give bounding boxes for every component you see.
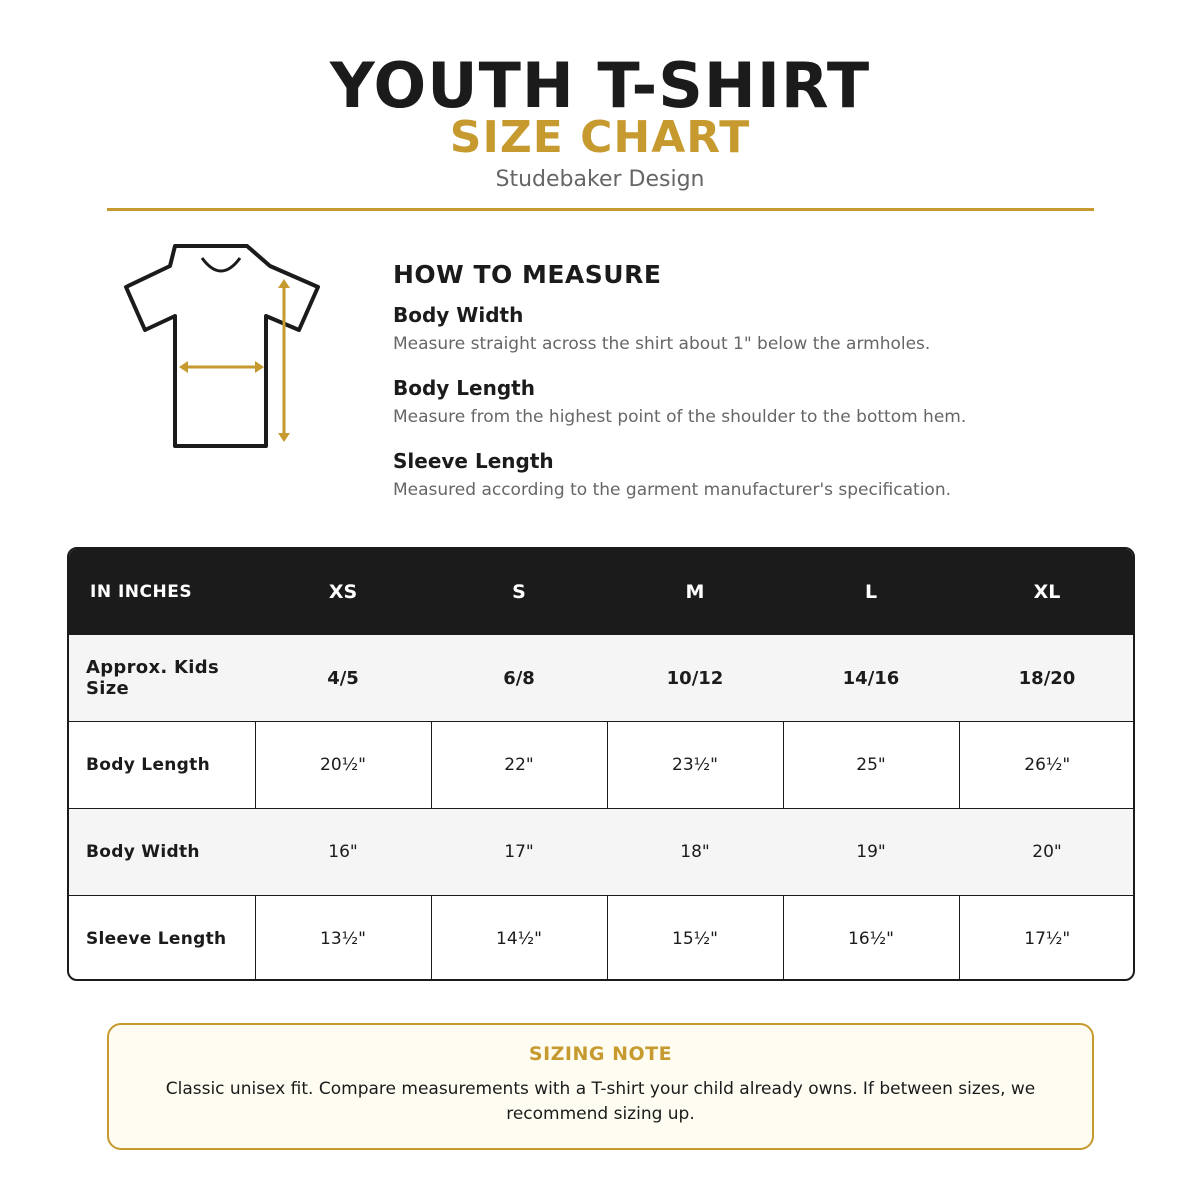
body-width-arrow	[179, 361, 264, 373]
table-cell: 13½"	[255, 896, 431, 982]
tshirt-collar	[202, 258, 240, 271]
table-cell: 10/12	[666, 667, 724, 689]
table-cell: 6/8	[503, 667, 535, 689]
table-row	[69, 722, 1135, 809]
table-cell: 22"	[431, 722, 607, 809]
measure-item-sleeve-length-label: Sleeve Length	[393, 449, 554, 473]
table-cell: 16"	[328, 842, 358, 862]
sizing-note-box	[107, 1023, 1094, 1150]
size-table	[67, 547, 1135, 981]
table-cell: 4/5	[327, 667, 359, 689]
brand-name: Studebaker Design	[495, 167, 705, 192]
table-cell: 14/16	[842, 667, 900, 689]
table-cell: 14½"	[431, 896, 607, 982]
measure-item-body-width-label: Body Width	[393, 303, 524, 327]
table-row	[69, 896, 1135, 982]
header-divider	[107, 208, 1094, 211]
table-header-row	[69, 549, 1135, 635]
row-label: Sleeve Length	[69, 896, 255, 982]
body-length-arrow	[278, 279, 290, 442]
table-row	[69, 809, 1135, 896]
table-row	[69, 635, 1135, 722]
size-header-l: L	[864, 581, 878, 603]
measure-item-body-length-label: Body Length	[393, 376, 535, 400]
size-header-s: S	[512, 581, 526, 603]
sizing-note-text: Classic unisex fit. Compare measurements with a T-shirt your child already owns. If between sizes, we recommend sizing up.	[165, 1079, 1036, 1124]
how-to-measure-heading: HOW TO MEASURE	[393, 260, 662, 289]
measure-item-body-length-desc: Measure from the highest point of the shoulder to the bottom hem.	[393, 407, 967, 427]
table-cell: 19"	[856, 842, 886, 862]
tshirt-outline	[126, 246, 318, 446]
table-cell: 20"	[1032, 842, 1062, 862]
size-header-xl: XL	[1033, 581, 1061, 603]
table-cell: 23½"	[607, 722, 783, 809]
measure-item-body-width-desc: Measure straight across the shirt about 1" below the armholes.	[393, 334, 931, 354]
table-cell: 17½"	[959, 896, 1135, 982]
table-cell: 26½"	[959, 722, 1135, 809]
table-cell: 17"	[504, 842, 534, 862]
table-cell: 18/20	[1018, 667, 1076, 689]
table-cell: 16½"	[783, 896, 959, 982]
row-label: Body Width	[86, 842, 200, 862]
measure-item-sleeve-length-desc: Measured according to the garment manufacturer's specification.	[393, 480, 951, 500]
tshirt-diagram-icon	[118, 240, 328, 455]
table-cell: 18"	[680, 842, 710, 862]
row-label: Body Length	[69, 722, 255, 809]
table-corner-label: IN INCHES	[90, 582, 193, 602]
size-header-xs: XS	[328, 581, 358, 603]
page-title: YOUTH T-SHIRT	[329, 49, 871, 122]
page-subtitle: SIZE CHART	[449, 112, 751, 163]
table-cell: 20½"	[255, 722, 431, 809]
table-cell: 15½"	[607, 896, 783, 982]
sizing-note-title: SIZING NOTE	[528, 1043, 673, 1065]
table-cell: 25"	[783, 722, 959, 809]
row-label: Approx. Kids Size	[86, 657, 219, 699]
size-header-m: M	[685, 581, 705, 603]
